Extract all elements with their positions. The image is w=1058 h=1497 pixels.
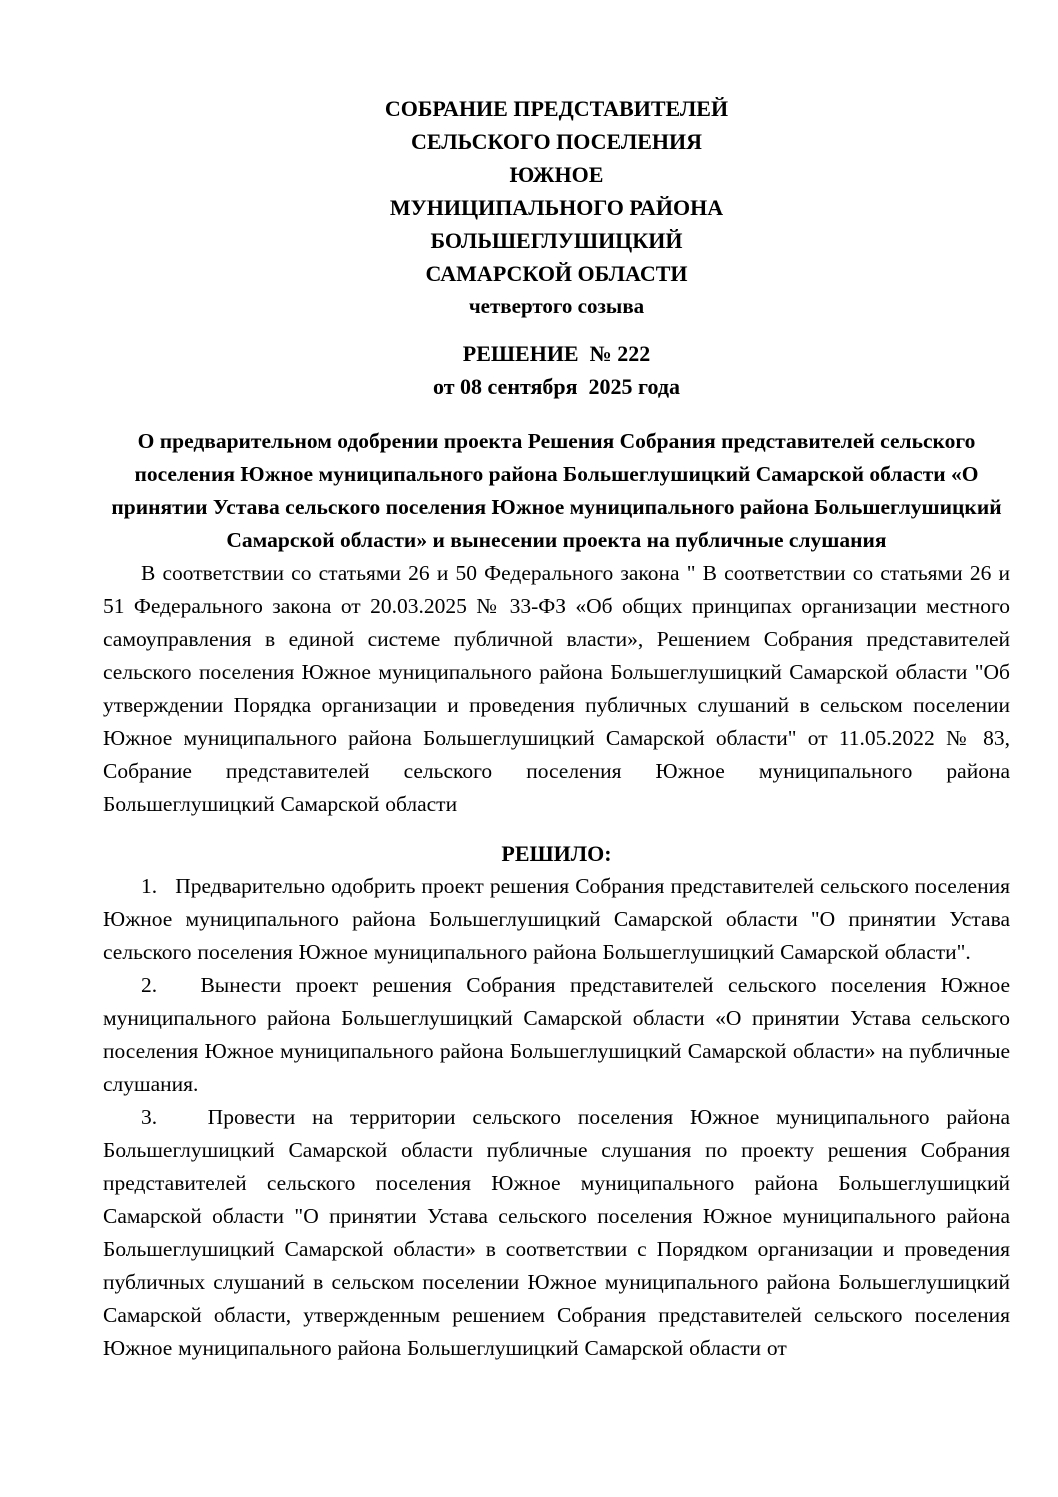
decision-block xyxy=(103,337,1010,403)
decision-number: РЕШЕНИЕ № 222 xyxy=(462,341,651,366)
convocation-line: четвертого созыва xyxy=(468,294,645,318)
org-header-line: ЮЖНОЕ xyxy=(509,162,604,187)
org-header-line: МУНИЦИПАЛЬНОГО РАЙОНА xyxy=(389,195,724,220)
resolution-item-1: 1. Предварительно одобрить проект решения Собрания представителей сельского поселения Южное муниципального района Большеглушицкий Самарской области "О принятии Устава сельского поселения Южное муниципального района Большеглушицкий Самарской области". xyxy=(103,874,1010,964)
org-header xyxy=(103,92,1010,323)
org-header-line: СЕЛЬСКОГО ПОСЕЛЕНИЯ xyxy=(410,129,703,154)
document-title: О предварительном одобрении проекта Решения Собрания представителей сельского поселения Южное муниципального района Большеглушицкий Самарской области «О принятии Устава сельского поселения Южное муниципального района Большеглушицкий Самарской области» и вынесении проекта на публичные слушания xyxy=(111,429,1002,552)
resolved-heading: РЕШИЛО: xyxy=(501,841,612,866)
org-header-line: САМАРСКОЙ ОБЛАСТИ xyxy=(425,261,688,286)
resolution-item-2: 2. Вынести проект решения Собрания представителей сельского поселения Южное муниципального района Большеглушицкий Самарской области «О принятии Устава сельского поселения Южное муниципального района Большеглушицкий Самарской области» на публичные слушания. xyxy=(103,973,1010,1096)
org-header-line: СОБРАНИЕ ПРЕДСТАВИТЕЛЕЙ xyxy=(384,96,729,121)
preamble-paragraph: В соответствии со статьями 26 и 50 Федерального закона " В соответствии со статьями 26 и 51 Федерального закона от 20.03.2025 № 33-ФЗ «Об общих принципах организации местного самоуправления в единой системе публичной власти», Решением Собрания представителей сельского поселения Южное муниципального района Большеглушицкий Самарской области "Об утверждении Порядка организации и проведения публичных слушаний в сельском поселении Южное муниципального района Большеглушицкий Самарской области" от 11.05.2022 № 83, Собрание представителей сельского поселения Южное муниципального района Большеглушицкий Самарской области xyxy=(103,561,1010,816)
decision-date: от 08 сентября 2025 года xyxy=(433,374,680,399)
org-header-line: БОЛЬШЕГЛУШИЦКИЙ xyxy=(430,228,683,253)
resolution-item-3: 3. Провести на территории сельского поселения Южное муниципального района Большеглушицкий Самарской области публичные слушания по проекту решения Собрания представителей сельского поселения Южное муниципального района Большеглушицкий Самарской области "О принятии Устава сельского поселения Южное муниципального района Большеглушицкий Самарской области» в соответствии с Порядком организации и проведения публичных слушаний в сельском поселении Южное муниципального района Большеглушицкий Самарской области, утвержденным решением Собрания представителей сельского поселения Южное муниципального района Большеглушицкий Самарской области от xyxy=(103,1105,1010,1360)
